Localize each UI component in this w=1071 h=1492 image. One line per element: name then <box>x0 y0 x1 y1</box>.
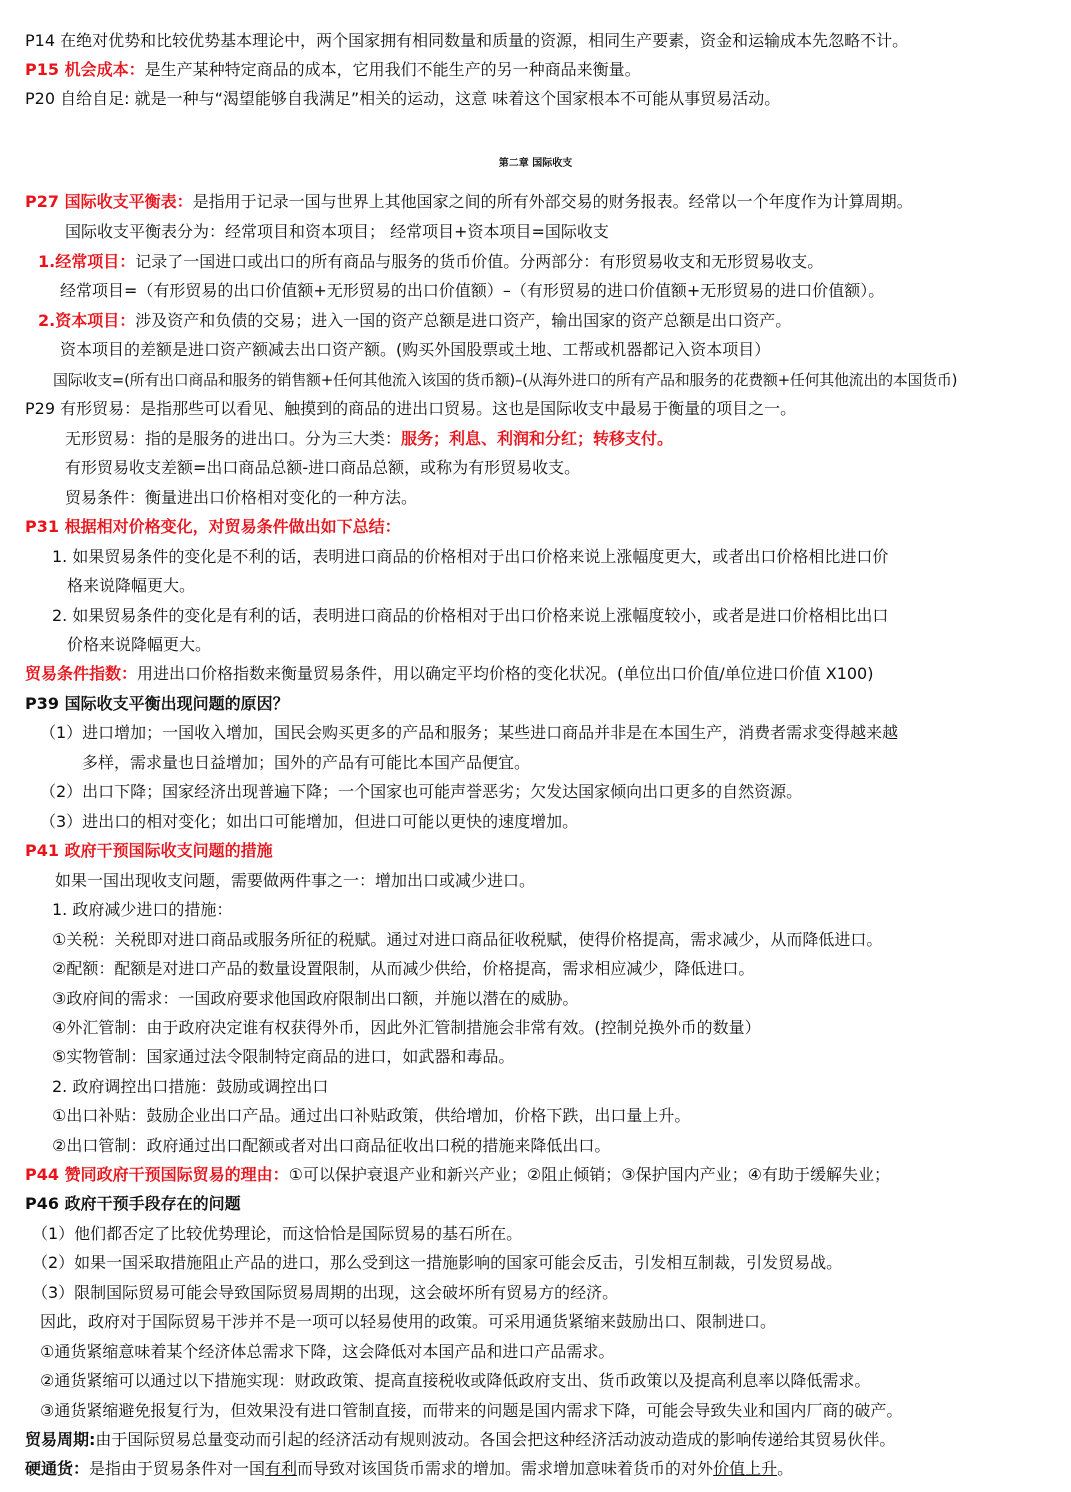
line-p20: P20 自给自足: 就是一种与“渴望能够自我满足”相关的运动，这意 味着这个国家根本不可能从事贸易活动。 <box>25 89 781 108</box>
line-invisible-trade: 无形贸易：指的是服务的进出口。分为三大类：服务；利息、利润和分红；转移支付。 <box>65 429 674 448</box>
line-cause-1b: 多样，需求量也日益增加；国外的产品有可能比本国产品便宜。 <box>82 753 531 772</box>
line-therefore: 因此，政府对于国际贸易干涉并不是一项可以轻易使用的政策。可采用通货紧缩来鼓励出口、限制进口。 <box>40 1312 777 1331</box>
line-current-account: 1.经常项目：记录了一国进口或出口的所有商品与服务的货币价值。分两部分：有形贸易收支和无形贸易收支。 <box>38 252 824 271</box>
line-p41-intro: 如果一国出现收支问题，需要做两件事之一：增加出口或减少进口。 <box>55 871 536 890</box>
line-tot-1a: 1. 如果贸易条件的变化是不利的话，表明进口商品的价格相对于出口价格来说上涨幅度更大，或者出口价格相比进口价 <box>52 547 889 566</box>
line-deflation-1: ①通货紧缩意味着某个经济体总需求下降，这会降低对本国产品和进口产品需求。 <box>40 1342 615 1361</box>
line-p46: P46 政府干预手段存在的问题 <box>25 1194 241 1213</box>
line-reduce-imports: 1. 政府减少进口的措施： <box>52 900 233 919</box>
chapter-title: 第二章 国际收支 <box>498 158 573 169</box>
line-deflation-3: ③通货紧缩避免报复行为，但效果没有进口管制直接，而带来的问题是国内需求下降，可能会导致失业和国内厂商的破产。 <box>40 1401 903 1420</box>
line-capital-account: 2.资本项目：涉及资产和负债的交易；进入一国的资产总额是进口资产，输出国家的资产总额是出口资产。 <box>38 311 792 330</box>
line-p41: P41 政府干预国际收支问题的措施 <box>25 841 273 860</box>
line-p44: P44 赞同政府干预国际贸易的理由：①可以保护衰退产业和新兴产业；②阻止倾销；③保护国内产业；④有助于缓解失业； <box>25 1165 890 1184</box>
line-p31: P31 根据相对价格变化，对贸易条件做出如下总结： <box>25 517 401 536</box>
line-tot-index: 贸易条件指数：用进出口价格指数来衡量贸易条件，用以确定平均价格的变化状况。(单位出口价值/单位进口价值 X100) <box>25 664 874 683</box>
line-problem-1: （1）他们都否定了比较优势理论，而这恰恰是国际贸易的基石所在。 <box>32 1224 523 1243</box>
line-hard-currency: 硬通货：是指由于贸易条件对一国有利而导致对该国货币需求的增加。需求增加意味着货币的对外价值上升。 <box>25 1459 794 1478</box>
line-current-account-formula: 经常项目=（有形贸易的出口价值额+无形贸易的出口价值额）–（有形贸易的进口价值额+无形贸易的进口价值额）。 <box>60 281 885 300</box>
line-gov-demand: ③政府间的需求：一国政府要求他国政府限制出口额，并施以潜在的威胁。 <box>52 989 579 1008</box>
line-physical-control: ⑤实物管制：国家通过法令限制特定商品的进口，如武器和毒品。 <box>52 1047 515 1066</box>
line-export-subsidy: ①出口补贴：鼓励企业出口产品。通过出口补贴政策，供给增加，价格下跌，出口量上升。 <box>52 1106 691 1125</box>
line-bop-formula: 国际收支=(所有出口商品和服务的销售额+任何其他流入该国的货币额)–(从海外进口的所有产品和服务的花费额+任何其他流出的本国货币) <box>53 371 958 389</box>
line-p15: P15 机会成本：是生产某种特定商品的成本，它用我们不能生产的另一种商品来衡量。 <box>25 60 641 79</box>
line-tot-2a: 2. 如果贸易条件的变化是有利的话，表明进口商品的价格相对于出口价格来说上涨幅度较小，或者是进口价格相比出口 <box>52 606 889 625</box>
line-tot-1b: 格来说降幅更大。 <box>67 576 196 595</box>
line-cause-1a: （1）进口增加；一国收入增加，国民会购买更多的产品和服务；某些进口商品并非是在本国生产，消费者需求变得越来越 <box>40 723 899 742</box>
line-bop-split: 国际收支平衡表分为：经常项目和资本项目； 经常项目+资本项目=国际收支 <box>65 222 609 241</box>
line-export-control: ②出口管制：政府通过出口配额或者对出口商品征收出口税的措施来降低出口。 <box>52 1136 611 1155</box>
line-cause-2: （2）出口下降；国家经济出现普遍下降；一个国家也可能声誉恶劣；欠发达国家倾向出口更多的自然资源。 <box>40 782 803 801</box>
line-exchange-control: ④外汇管制：由于政府决定谁有权获得外币，因此外汇管制措施会非常有效。(控制兑换外币的数量） <box>52 1018 761 1037</box>
line-trade-cycle: 贸易周期:由于国际贸易总量变动而引起的经济活动有规则波动。各国会把这种经济活动波动造成的影响传递给其贸易伙伴。 <box>25 1430 896 1449</box>
line-quota: ②配额：配额是对进口产品的数量设置限制，从而减少供给，价格提高，需求相应减少，降低进口。 <box>52 959 755 978</box>
line-p27: P27 国际收支平衡表：是指用于记录一国与世界上其他国家之间的所有外部交易的财务报表。经常以一个年度作为计算周期。 <box>25 192 913 211</box>
line-problem-3: （3）限制国际贸易可能会导致国际贸易周期的出现，这会破坏所有贸易方的经济。 <box>32 1283 619 1302</box>
line-capital-balance: 资本项目的差额是进口资产额减去出口资产额。(购买外国股票或土地、工帮或机器都记入资本项目） <box>60 340 771 359</box>
line-visible-balance: 有形贸易收支差额=出口商品总额-进口商品总额，或称为有形贸易收支。 <box>65 458 581 477</box>
line-p14: P14 在绝对优势和比较优势基本理论中，两个国家拥有相同数量和质量的资源，相同生产要素，资金和运输成本先忽略不计。 <box>25 31 909 50</box>
line-p29: P29 有形贸易：是指那些可以看见、触摸到的商品的进出口贸易。这也是国际收支中最易于衡量的项目之一。 <box>25 399 797 418</box>
line-tariff: ①关税：关税即对进口商品或服务所征的税赋。通过对进口商品征收税赋，使得价格提高，需求减少，从而降低进口。 <box>52 930 883 949</box>
line-deflation-2: ②通货紧缩可以通过以下措施实现：财政政策、提高直接税收或降低政府支出、货币政策以及提高利息率以降低需求。 <box>40 1371 871 1390</box>
line-terms-of-trade: 贸易条件：衡量进出口价格相对变化的一种方法。 <box>65 488 418 507</box>
line-tot-2b: 价格来说降幅更大。 <box>67 635 212 654</box>
line-problem-2: （2）如果一国采取措施阻止产品的进口，那么受到这一措施影响的国家可能会反击，引发相互制裁，引发贸易战。 <box>32 1253 843 1272</box>
line-p39: P39 国际收支平衡出现问题的原因？ <box>25 694 289 713</box>
line-cause-3: （3）进出口的相对变化；如出口可能增加，但进口可能以更快的速度增加。 <box>40 812 579 831</box>
line-export-measures: 2. 政府调控出口措施：鼓励或调控出口 <box>52 1077 329 1096</box>
